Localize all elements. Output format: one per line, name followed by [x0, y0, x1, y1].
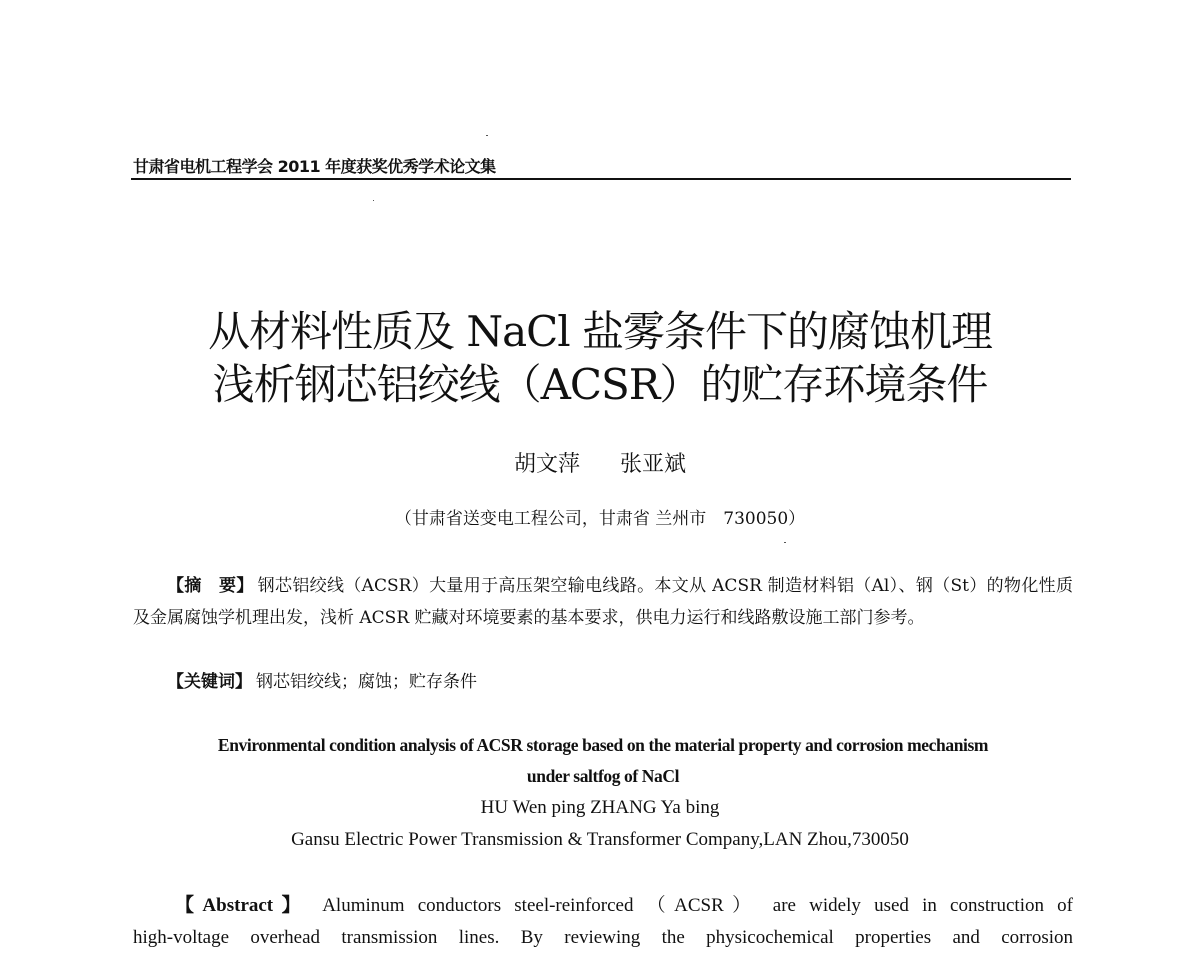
abstract-cn-label: 【摘 要】 [167, 576, 254, 596]
authors-en: HU Wen ping ZHANG Ya bing [480, 797, 720, 818]
abstract-en-line1 [133, 890, 1073, 922]
authors-cn [0, 447, 1200, 478]
abstract-cn-text: 钢芯铝绞线（ACSR）大量用于高压架空输电线路。本文从 ACSR 制造材料铝（Al）、钢（St）的物化性质及金属腐蚀学机理出发，浅析 ACSR 贮藏对环境要素的基本要求，供电力运行和线路敷设施工部门参考。 [133, 576, 1073, 628]
paper-title-cn-line1: 从材料性质及 NaCl 盐雾条件下的腐蚀机理 [207, 307, 993, 356]
scan-speck [486, 135, 488, 136]
keywords-cn [167, 666, 477, 698]
abstract-en-text-line1: Aluminum conductors steel-reinforced （ACSR） are widely used in construction of [322, 895, 1073, 916]
running-header: 甘肃省电机工程学会 2011 年度获奖优秀学术论文集 [133, 157, 496, 176]
affiliation-cn: （甘肃省送变电工程公司，甘肃省 兰州市 730050） [394, 509, 806, 529]
paper-title-en-line1: Environmental condition analysis of ACSR storage based on the material property and corrosion mechanism [217, 735, 989, 755]
header-rule [131, 178, 1071, 180]
author-cn: 胡文萍 [513, 452, 580, 477]
affiliation-en: Gansu Electric Power Transmission & Transformer Company,LAN Zhou,730050 [291, 829, 909, 850]
scan-speck [784, 542, 786, 543]
abstract-en-line2: high-voltage overhead transmission lines. By reviewing the physicochemical properties and corrosion [133, 927, 1073, 948]
abstract-en [133, 890, 1073, 954]
abstract-en-label: 【Abstract】 [175, 895, 310, 916]
keywords-cn-text: 钢芯铝绞线；腐蚀；贮存条件 [256, 672, 477, 692]
author-cn: 张亚斌 [620, 452, 687, 477]
paper-title-cn-line2: 浅析钢芯铝绞线（ACSR）的贮存环境条件 [212, 360, 988, 409]
keywords-cn-label: 【关键词】 [167, 672, 252, 692]
paper-title-en-line2: under saltfog of NaCl [526, 766, 680, 786]
abstract-cn [133, 570, 1073, 634]
scan-speck [373, 200, 374, 201]
